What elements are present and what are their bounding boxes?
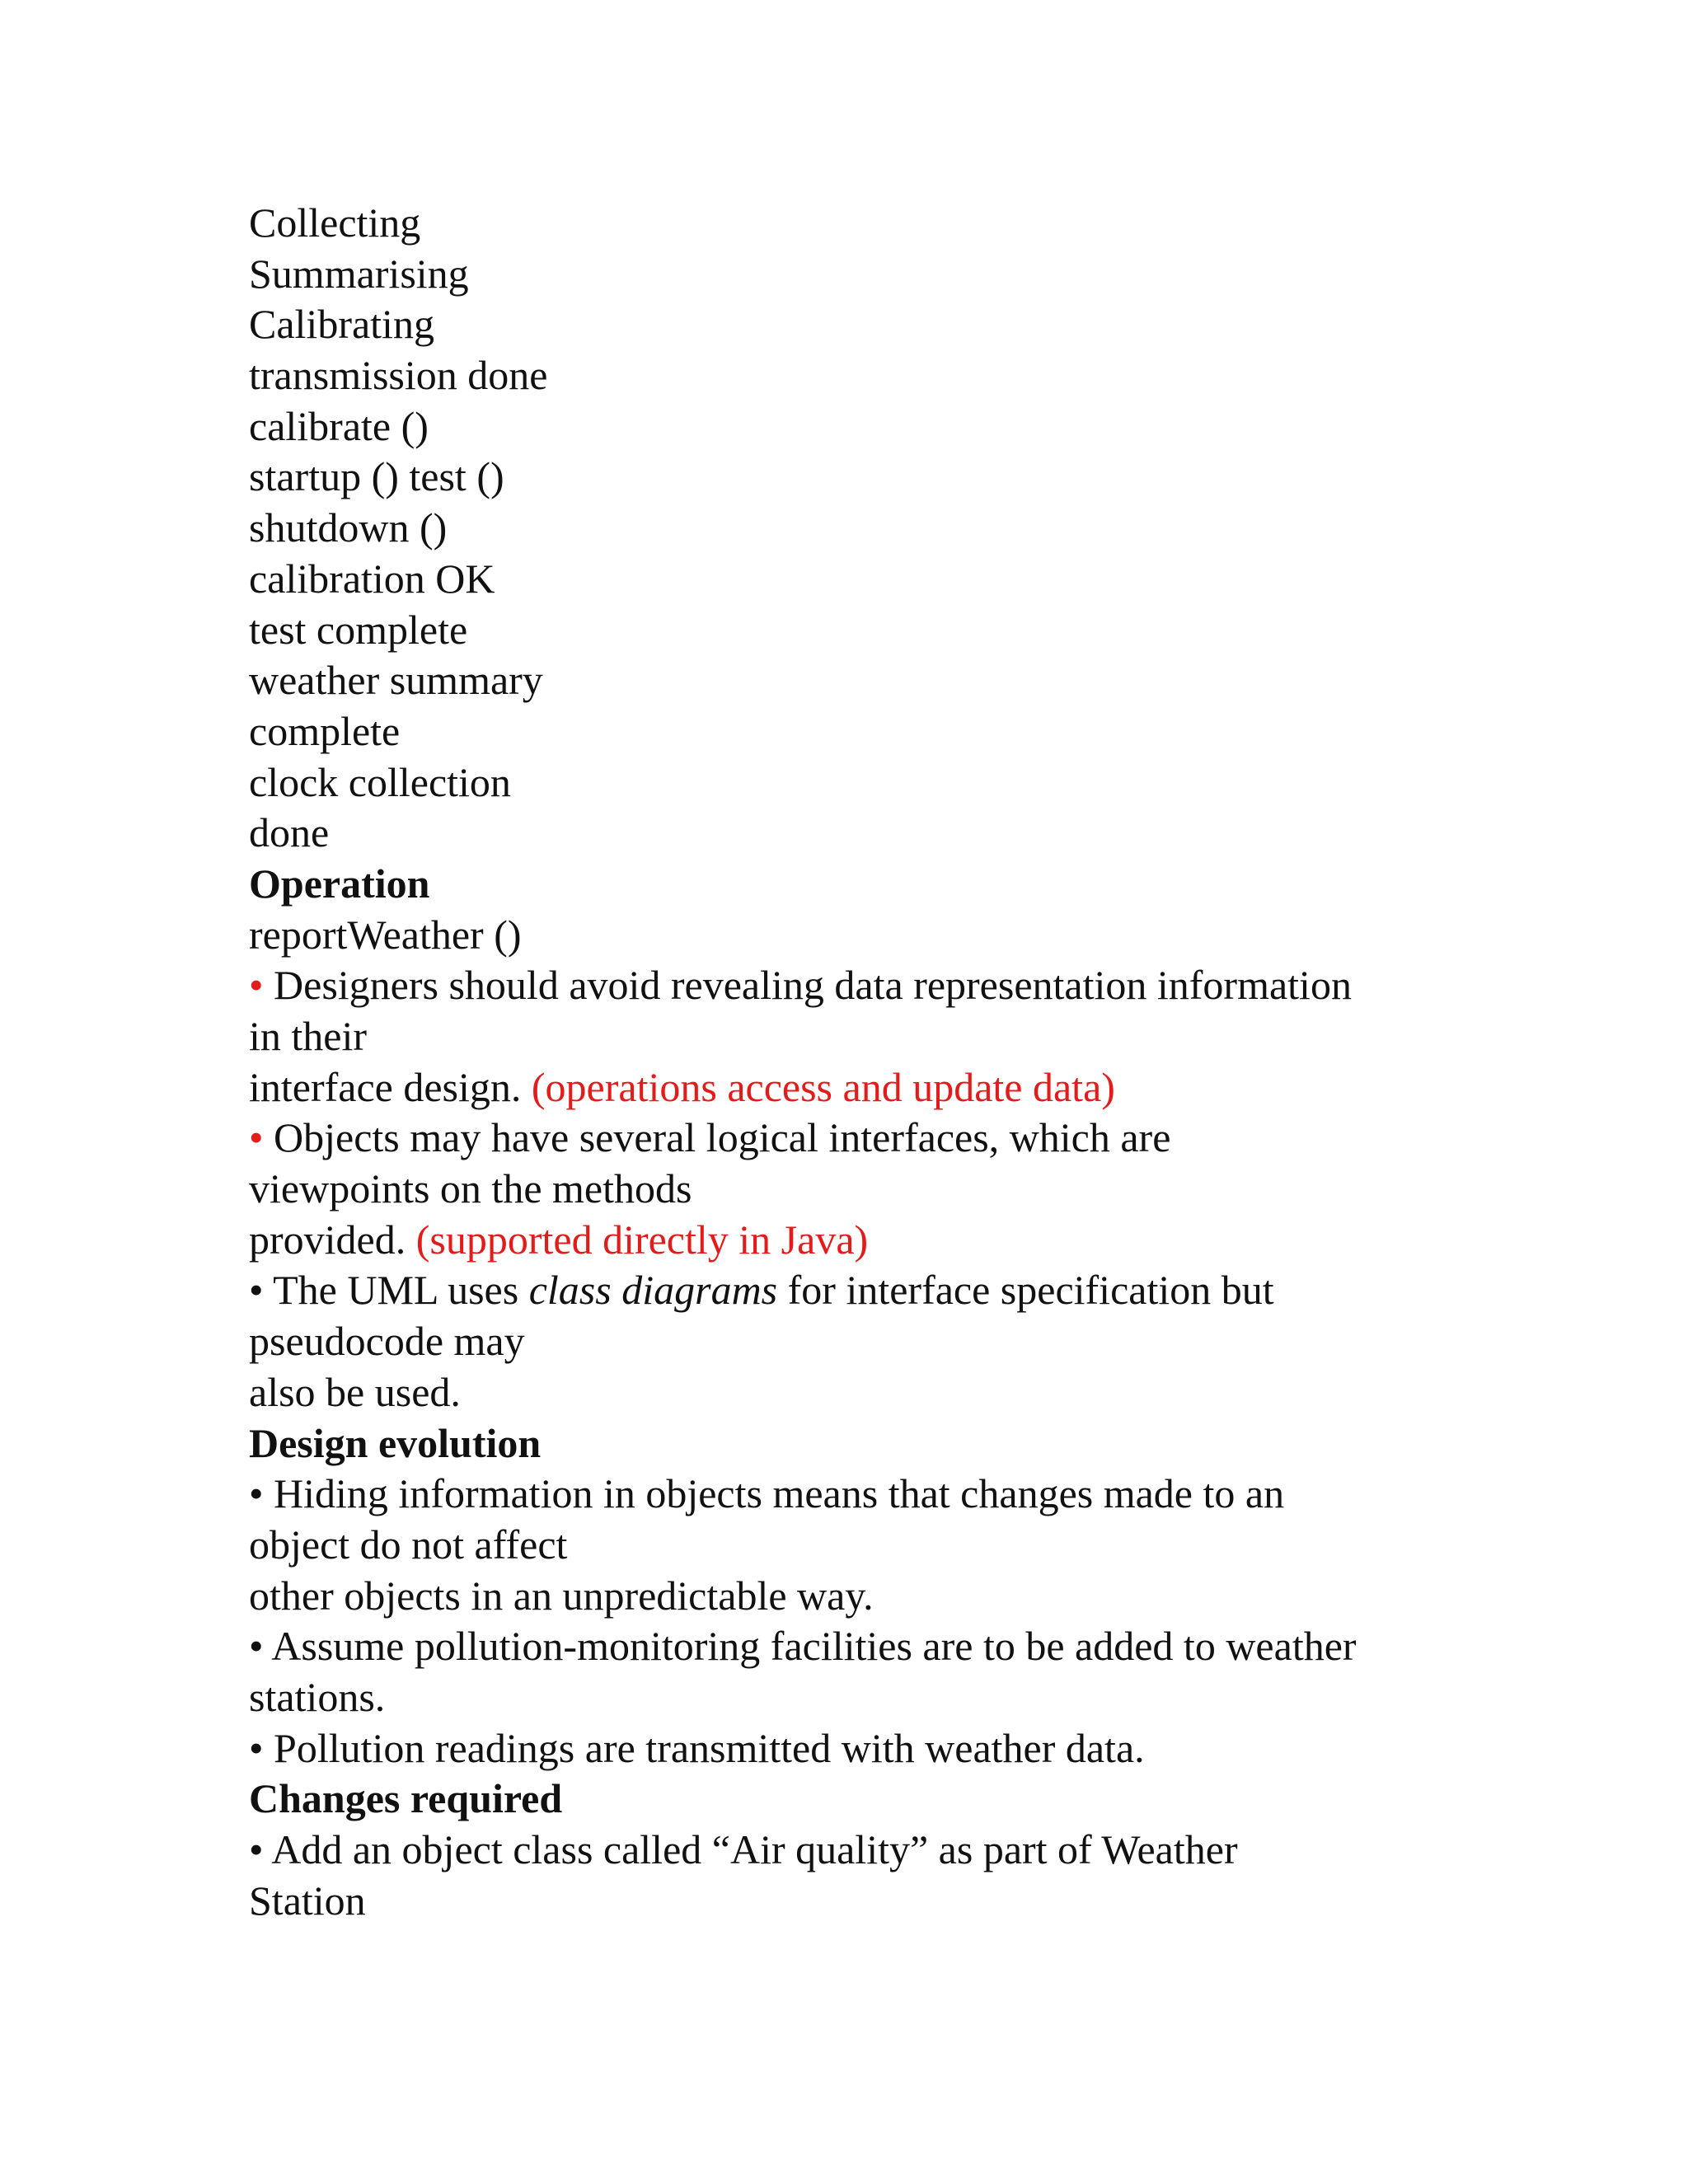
highlight-note: (supported directly in Java) — [415, 1216, 869, 1263]
bullet-continuation: in their — [249, 1013, 368, 1059]
state-label: test complete — [249, 606, 468, 653]
state-label: weather summary — [249, 657, 543, 704]
state-label: Summarising — [249, 250, 469, 297]
bullet-text: interface design. — [249, 1063, 522, 1110]
changes-required-heading: Changes required — [249, 1775, 563, 1822]
operation-method: reportWeather () — [249, 911, 522, 958]
paragraph-line: • Hiding information in objects means that changes made to an — [249, 1470, 1285, 1517]
state-label: complete — [249, 707, 401, 754]
paragraph-line: • Add an object class called “Air quality” as part of Weather — [249, 1826, 1238, 1872]
operation-heading: Operation — [249, 860, 430, 907]
bullet-icon: • — [249, 1267, 264, 1314]
highlight-note: (operations access and update data) — [531, 1063, 1115, 1110]
bullet-continuation: also be used. — [249, 1368, 461, 1415]
paragraph-line: • Assume pollution-monitoring facilities are to be added to weather — [249, 1623, 1357, 1670]
bullet-point-line — [249, 1113, 1452, 1164]
bullet-text: Objects may have several logical interfaces, which are — [263, 1114, 1171, 1161]
state-label: transmission done — [249, 352, 548, 399]
bullet-continuation: viewpoints on the methods — [249, 1165, 692, 1212]
bullet-continuation — [249, 1062, 1452, 1113]
paragraph-line: • Pollution readings are transmitted with weather data. — [249, 1724, 1145, 1771]
bullet-text: Designers should avoid revealing data representation information — [263, 962, 1352, 1009]
italic-term: class diagrams — [528, 1267, 778, 1314]
state-label: Calibrating — [249, 301, 434, 348]
bullet-text: for interface specification but — [777, 1267, 1274, 1314]
bullet-text: The UML uses — [263, 1267, 529, 1314]
bullet-text: provided. — [249, 1216, 406, 1263]
state-label: Collecting — [249, 199, 421, 246]
bullet-point-line — [249, 960, 1452, 1011]
state-label: shutdown () — [249, 504, 448, 551]
paragraph-line: stations. — [249, 1673, 386, 1720]
state-label: startup () test () — [249, 453, 504, 500]
bullet-icon: • — [249, 962, 264, 1009]
bullet-continuation — [249, 1215, 1452, 1266]
paragraph-line: Station — [249, 1877, 366, 1924]
bullet-icon: • — [249, 1114, 264, 1161]
document-body — [249, 198, 1452, 1926]
state-label: clock collection — [249, 758, 511, 805]
state-label: calibration OK — [249, 555, 495, 602]
bullet-continuation: pseudocode may — [249, 1318, 525, 1365]
state-label: calibrate () — [249, 402, 429, 449]
design-evolution-heading: Design evolution — [249, 1419, 542, 1466]
paragraph-line: other objects in an unpredictable way. — [249, 1572, 874, 1619]
paragraph-line: object do not affect — [249, 1521, 568, 1568]
bullet-point-line — [249, 1265, 1452, 1316]
state-label: done — [249, 809, 330, 856]
